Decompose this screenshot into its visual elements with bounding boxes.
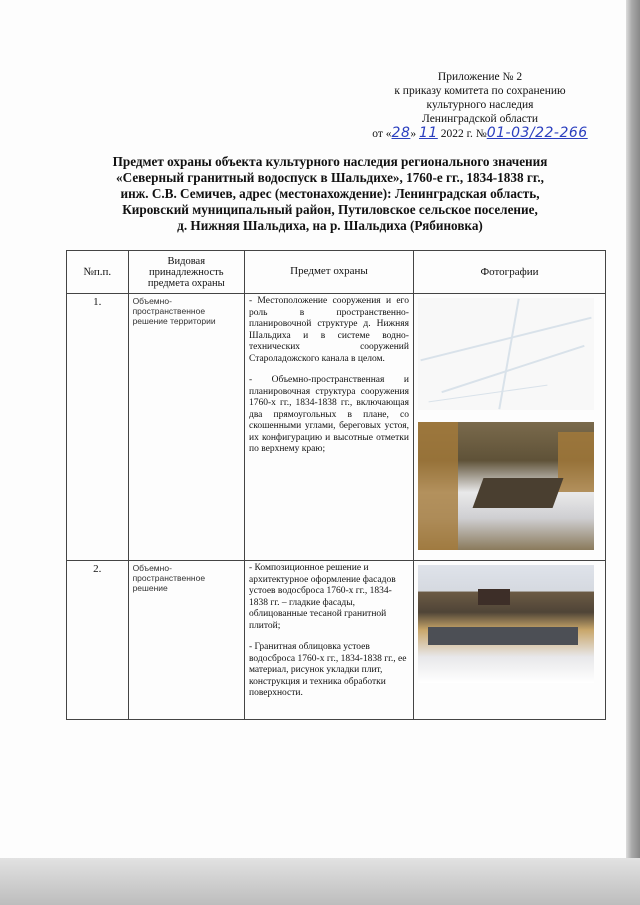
spillway-winter-photo (418, 422, 594, 550)
row-num: 1. (67, 294, 129, 561)
title-line: д. Нижняя Шальдиха, на р. Шальдиха (Рябиновка) (177, 218, 483, 233)
title-line: Кировский муниципальный район, Путиловское сельское поселение, (122, 202, 538, 217)
year-text: 2022 г. № (440, 128, 487, 140)
handwritten-day: 28 (391, 125, 411, 141)
appendix-line: культурного наследия (426, 99, 534, 111)
title-line: инж. С.В. Семичев, адрес (местонахождение): Ленинградская область, (120, 186, 540, 201)
row-photos (413, 561, 605, 720)
title-line: «Северный гранитный водоспуск в Шальдихе», 1760-е гг., 1834-1838 гг., (116, 170, 544, 185)
handwritten-month: 11 (418, 125, 438, 141)
subject-paragraph: - Объемно-пространственная и планировочная структура сооружения 1760-х гг., 1834-1838 гг., включающая два прямоугольных в плане, со скошенными углами, береговых устоя, их конфигурацию и высотные отметки по верхнему краю; (248, 375, 409, 454)
appendix-line: Приложение № 2 (437, 71, 523, 83)
order-date-line (340, 126, 620, 141)
subject-paragraph: - Композиционное решение и архитектурное оформление фасадов устоев водосброса 1760-х гг., 1834-1838 гг. – гладкие фасады, облицованные тесаной гранитной плитой; (248, 563, 396, 631)
row-subject (244, 561, 413, 720)
appendix-line: Ленинградской области (421, 113, 539, 125)
table-row (67, 561, 606, 720)
scan-edge (626, 0, 640, 905)
header-num: №п.п. (67, 251, 129, 294)
table-header-row (67, 251, 606, 294)
row-kind: Объемно-пространственное решение территории (128, 294, 244, 561)
header-subject: Предмет охраны (244, 251, 413, 294)
title-line: Предмет охраны объекта культурного наследия регионального значения (112, 154, 548, 169)
appendix-header (340, 70, 620, 141)
subject-paragraph: - Гранитная облицовка устоев водосброса 1760-х гг., 1834-1838 гг., ее материал, рисунок укладки плит, конструкция и техника обработки поверхности. (248, 642, 407, 698)
spillway-river-photo (418, 565, 594, 683)
row-subject (244, 294, 413, 561)
handwritten-order-number: 01-03/22-266 (486, 125, 588, 141)
table-row (67, 294, 606, 561)
row-num: 2. (67, 561, 129, 720)
header-kind: Видовая принадлежность предмета охраны (128, 251, 244, 294)
date-prefix: от « (372, 128, 392, 140)
document-title (60, 154, 600, 234)
appendix-line: к приказу комитета по сохранению (394, 85, 566, 97)
date-mid: » (410, 128, 417, 140)
scan-bottom-band (0, 858, 640, 905)
header-photos: Фотографии (413, 251, 605, 294)
location-map-image (418, 298, 594, 410)
row-kind: Объемно-пространственное решение (128, 561, 244, 720)
row-photos (413, 294, 605, 561)
protection-subject-table (66, 250, 606, 720)
subject-paragraph: - Местоположение сооружения и его роль в пространственно-планировочной структуре д. Нижняя Шальдиха и в системе воднотехнических сооружений Староладожского канала в целом. (248, 296, 409, 364)
